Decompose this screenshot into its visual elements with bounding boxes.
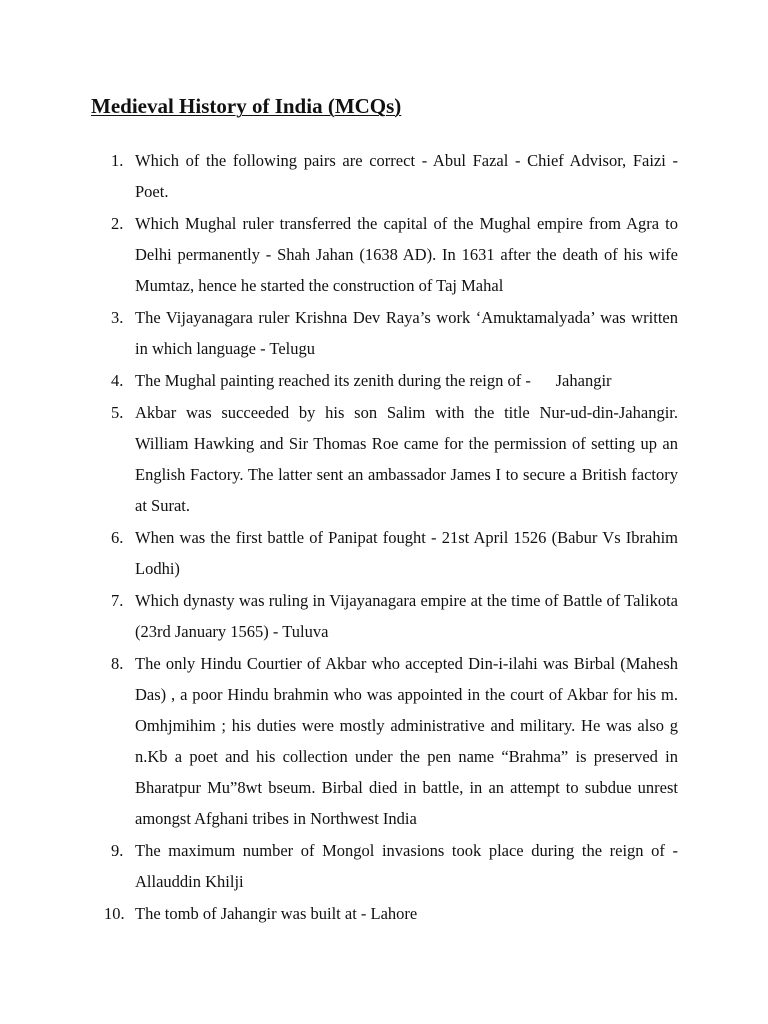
question-number: 2. bbox=[111, 214, 124, 233]
question-number: 9. bbox=[111, 841, 124, 860]
question-item-10 bbox=[104, 898, 678, 929]
question-item-9 bbox=[111, 835, 678, 897]
question-number: 3. bbox=[111, 308, 124, 327]
question-text: Which dynasty was ruling in Vijayanagara empire at the time of Battle of Talikota (23rd January 1565) - Tuluva bbox=[135, 591, 678, 641]
page-title: Medieval History of India (MCQs) bbox=[91, 94, 402, 118]
question-text: The only Hindu Courtier of Akbar who accepted Din-i-ilahi was Birbal (Mahesh Das) , a poor Hindu brahmin who was appointed in the court of Akbar for his m. Omhjmihim ; his duties were mostly administrative and military. He was also g n.Kb a poet and his collection under the pen name “Brahma” is preserved in Bharatpur Mu”8wt bseum. Birbal died in battle, in an attempt to subdue unrest amongst Afghani tribes in Northwest India bbox=[135, 654, 678, 828]
question-item-8 bbox=[111, 648, 678, 834]
question-text: The Vijayanagara ruler Krishna Dev Raya’s work ‘Amuktamalyada’ was written in which language - Telugu bbox=[135, 308, 678, 358]
question-text: Which Mughal ruler transferred the capital of the Mughal empire from Agra to Delhi permanently - Shah Jahan (1638 AD). In 1631 after the death of his wife Mumtaz, hence he started the construction of Taj Mahal bbox=[135, 214, 678, 295]
question-text: Akbar was succeeded by his son Salim with the title Nur-ud-din-Jahangir. William Hawking and Sir Thomas Roe came for the permission of setting up an English Factory. The latter sent an ambassador James I to secure a British factory at Surat. bbox=[135, 403, 678, 515]
question-text: Which of the following pairs are correct - Abul Fazal - Chief Advisor, Faizi - Poet. bbox=[135, 151, 678, 201]
question-item-5 bbox=[111, 397, 678, 521]
question-number: 1. bbox=[111, 151, 124, 170]
question-text: The maximum number of Mongol invasions took place during the reign of - Allauddin Khilji bbox=[135, 841, 678, 891]
question-item-6 bbox=[111, 522, 678, 584]
question-number: 6. bbox=[111, 528, 124, 547]
question-number: 7. bbox=[111, 591, 124, 610]
question-number: 5. bbox=[111, 403, 124, 422]
question-item-4 bbox=[111, 365, 678, 396]
question-text: The Mughal painting reached its zenith during the reign of - Jahangir bbox=[135, 371, 612, 390]
question-item-1 bbox=[111, 145, 678, 207]
question-text: When was the first battle of Panipat fought - 21st April 1526 (Babur Vs Ibrahim Lodhi) bbox=[135, 528, 678, 578]
question-text: The tomb of Jahangir was built at - Lahore bbox=[135, 904, 418, 923]
question-number: 4. bbox=[111, 371, 124, 390]
question-number: 10. bbox=[104, 904, 125, 923]
question-number: 8. bbox=[111, 654, 124, 673]
question-list bbox=[104, 145, 678, 930]
question-item-2 bbox=[111, 208, 678, 301]
question-item-3 bbox=[111, 302, 678, 364]
question-item-7 bbox=[111, 585, 678, 647]
